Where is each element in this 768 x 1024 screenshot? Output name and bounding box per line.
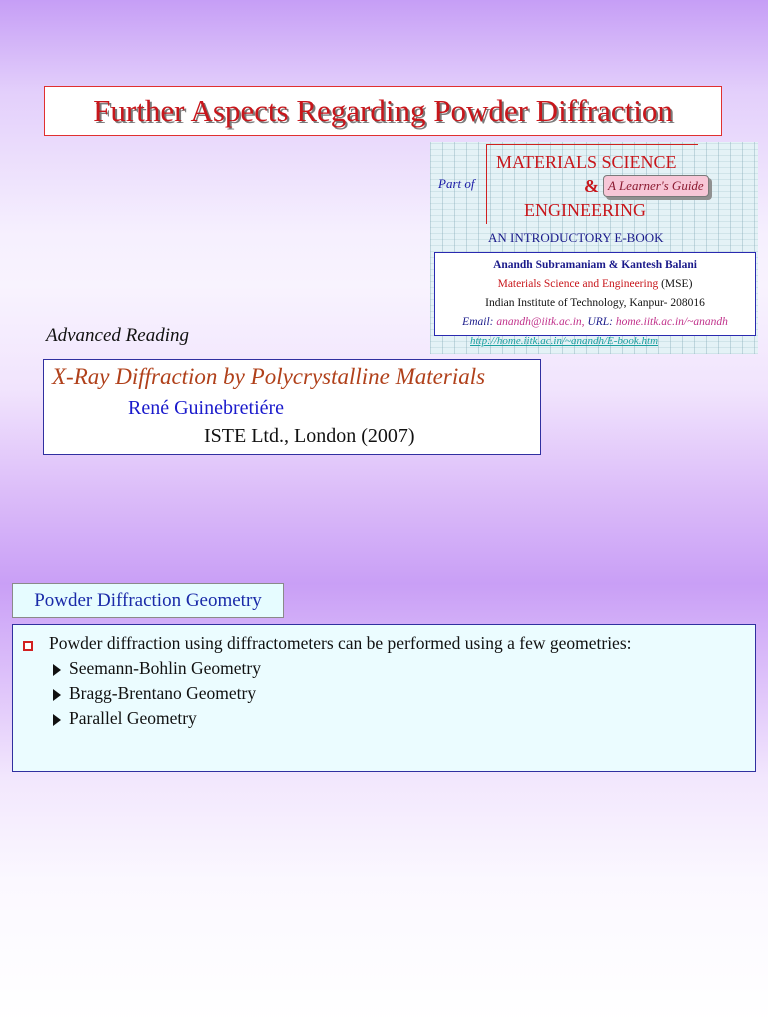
slide-title: Further Aspects Regarding Powder Diffraction	[93, 93, 673, 128]
email-link[interactable]: anandh@iitk.ac.in,	[496, 316, 585, 328]
mse-title-line1: MATERIALS SCIENCE	[496, 152, 677, 172]
reference-book-title: X-Ray Diffraction by Polycrystalline Materials	[52, 364, 486, 389]
reference-publisher: ISTE Ltd., London (2007)	[204, 425, 415, 447]
homepage-link[interactable]: home.iitk.ac.in/~anandh	[615, 316, 728, 328]
geometry-item: Parallel Geometry	[69, 708, 197, 728]
reference-box	[43, 359, 541, 455]
slide-title-box	[44, 86, 722, 136]
section-heading-box	[12, 583, 284, 618]
geometry-item: Bragg-Brentano Geometry	[69, 683, 257, 703]
institute-line: Indian Institute of Technology, Kanpur- 208016	[485, 297, 705, 309]
ebook-subtitle: AN INTRODUCTORY E-BOOK	[488, 230, 664, 245]
mse-title-line3: ENGINEERING	[524, 200, 646, 220]
department-name: Materials Science and Engineering	[497, 278, 659, 290]
ebook-link[interactable]: http://home.iitk.ac.in/~anandh/E-book.htm	[470, 335, 659, 347]
url-label: URL:	[587, 316, 613, 328]
geometry-item: Seemann-Bohlin Geometry	[69, 658, 261, 678]
arrow-bullet-icon	[53, 688, 61, 706]
part-of-label: Part of	[438, 176, 475, 191]
bullet-square-icon	[23, 638, 33, 656]
email-label: Email:	[462, 316, 494, 328]
intro-text: Powder diffraction using diffractometers can be performed using a few geometries:	[49, 633, 632, 653]
reference-author: René Guinebretiére	[128, 397, 285, 419]
arrow-bullet-icon	[53, 663, 61, 681]
department-abbr: (MSE)	[661, 278, 693, 290]
contact-line	[435, 313, 755, 332]
mse-title-ampersand: &	[584, 176, 599, 196]
advanced-reading-label: Advanced Reading	[46, 325, 189, 346]
arrow-bullet-icon	[53, 713, 61, 731]
ebook-authors: Anandh Subramaniam & Kantesh Balani	[493, 259, 697, 271]
section-heading: Powder Diffraction Geometry	[34, 589, 262, 611]
department-line	[435, 275, 755, 294]
ebook-panel	[430, 142, 758, 354]
author-info-box	[434, 252, 756, 336]
content-box	[12, 624, 756, 772]
learners-guide-badge: A Learner's Guide	[603, 175, 709, 197]
